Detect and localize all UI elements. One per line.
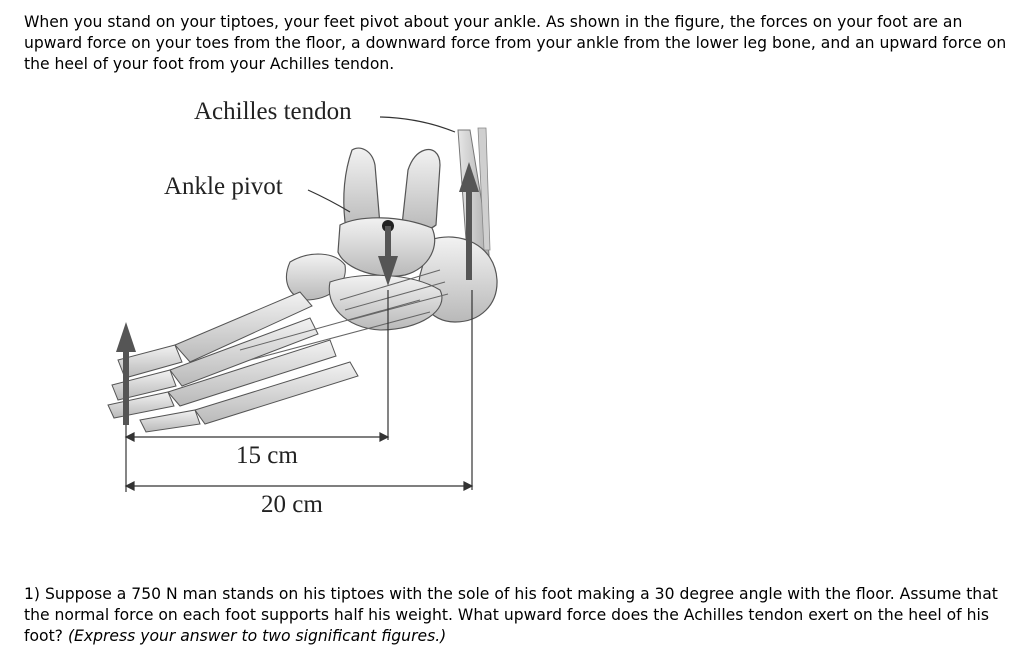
intro-paragraph: When you stand on your tiptoes, your feet pivot about your ankle. As shown in the figure, the forces on your foot are an upward force on your toes from the floor, a downward force from your ankle from the lower leg bone, and an upward force on the heel of your foot from your Achilles tendon. (24, 13, 1007, 73)
question-hint: (Express your answer to two significant figures.) (67, 627, 447, 645)
question-number: 1) (24, 585, 41, 603)
question-1 (24, 584, 1009, 647)
distance-15cm-label: 15 cm (236, 442, 298, 469)
ankle-pivot-label: Ankle pivot (164, 173, 283, 200)
achilles-leader-line (380, 117, 455, 132)
distance-20cm-label: 20 cm (261, 491, 323, 518)
question-text: Suppose a 750 N man stands on his tiptoes with the sole of his foot making a 30 degree angle with the floor. Assume that the normal force on each foot supports half his weight. What upward force does the Achilles tendon exert on the heel of his foot? (24, 585, 998, 645)
achilles-tendon-label: Achilles tendon (194, 98, 352, 125)
